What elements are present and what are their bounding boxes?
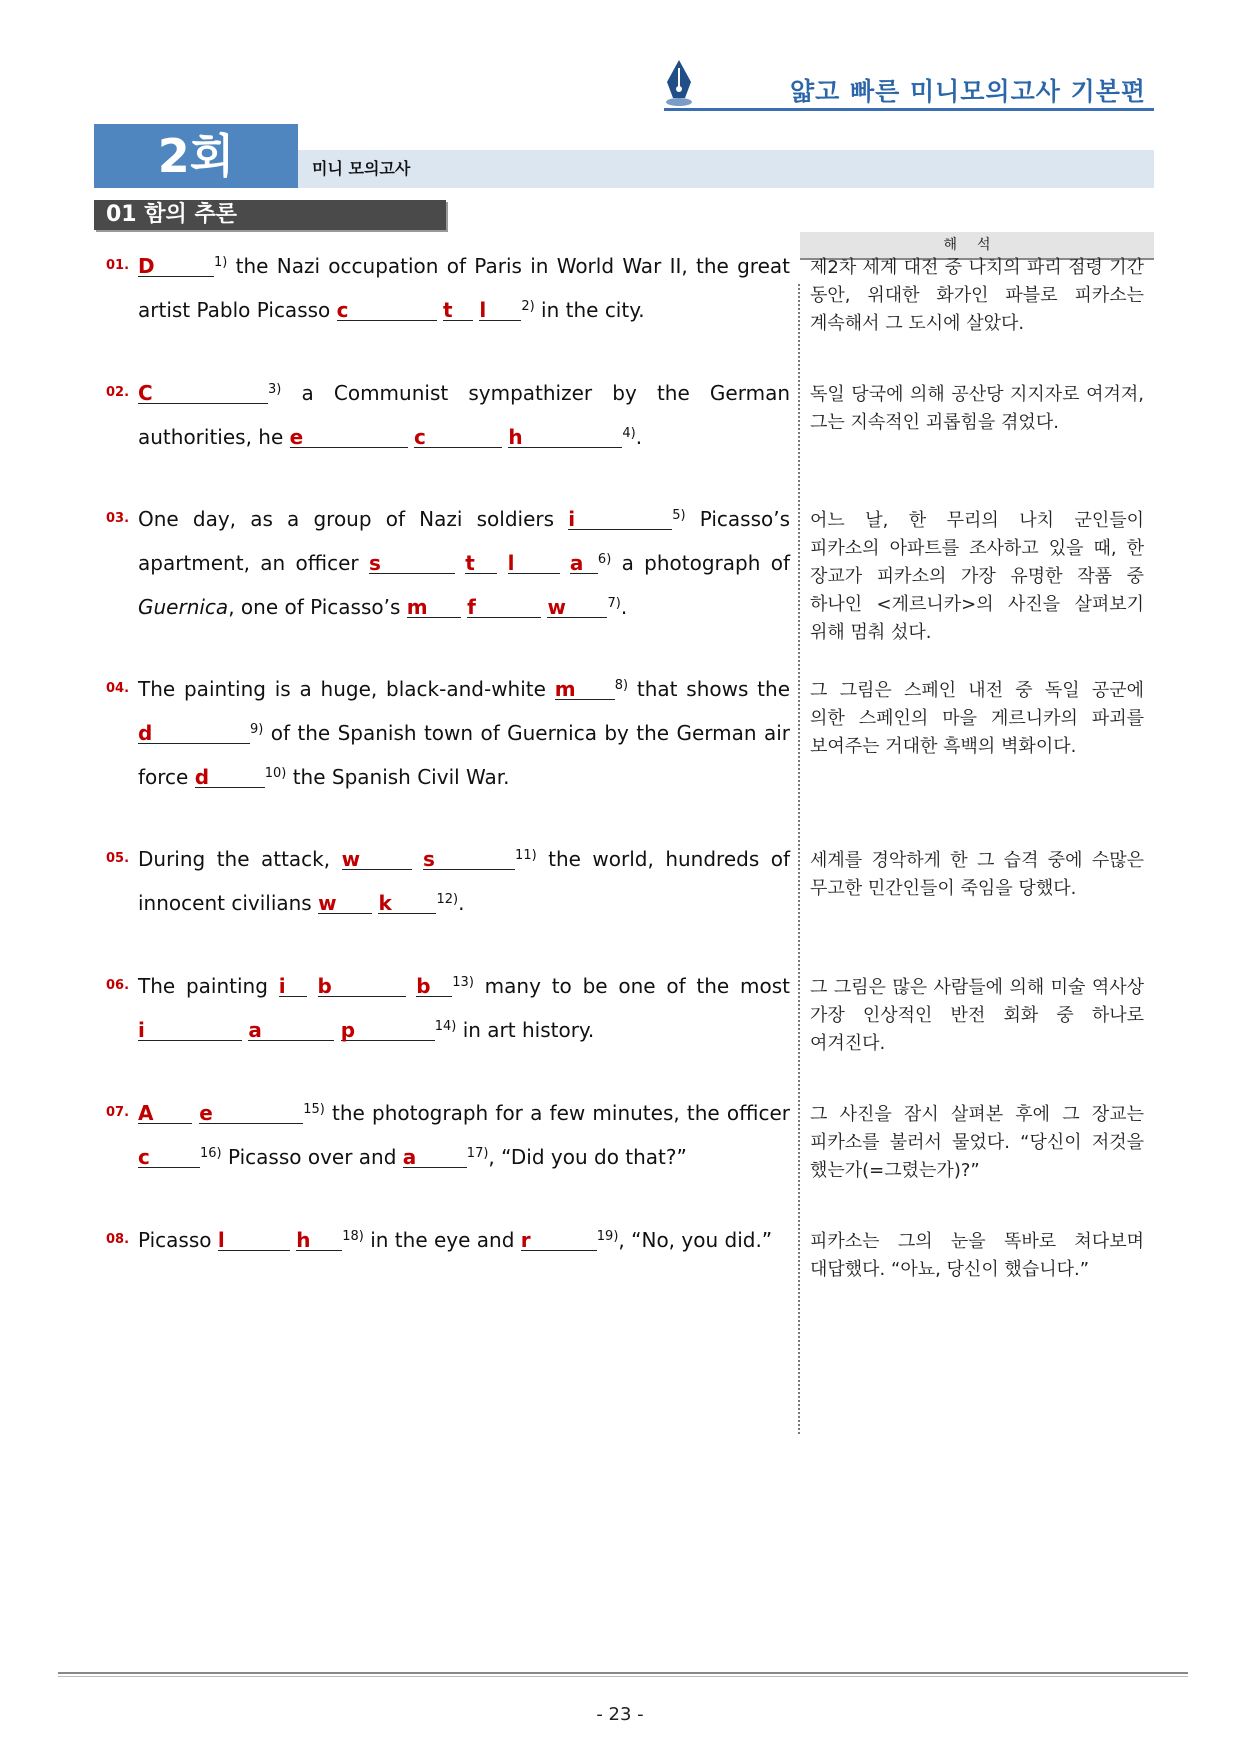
answer-blank[interactable]: [423, 849, 515, 870]
english-line: [138, 962, 790, 1011]
answer-blank[interactable]: [414, 427, 502, 448]
footer-rule-thin: [58, 1676, 1188, 1677]
english-line: [138, 286, 790, 335]
english-line: [138, 709, 790, 758]
translation-header: 해석: [800, 232, 1154, 260]
korean-translation: 그 사진을 잠시 살펴본 후에 그 장교는 피카소를 불러서 물었다. “당신이 저것을 했는가(=그렸는가)?”: [810, 1104, 1144, 1181]
sentence-text: [192, 1101, 199, 1125]
sentence-text: the photograph for a few minutes, the officer: [324, 1101, 790, 1125]
sentence-text: [406, 974, 417, 998]
sentence-text: During the attack,: [138, 847, 342, 871]
question-number: 06.: [106, 978, 130, 993]
answer-blank[interactable]: [138, 1147, 200, 1168]
answer-blank[interactable]: [467, 597, 541, 618]
answer-blank[interactable]: [318, 893, 372, 914]
blank-hint-letter: i: [568, 507, 576, 531]
blank-hint-letter: c: [138, 1145, 150, 1169]
english-line: [138, 369, 790, 418]
blank-number: 7): [607, 596, 621, 611]
blank-hint-letter: d: [194, 765, 210, 789]
answer-blank[interactable]: [521, 1230, 597, 1251]
korean-translation: 제2차 세계 대전 중 나치의 파리 점령 기간 동안, 위대한 화가인 파블로 피카소는 계속해서 그 도시에 살았다.: [810, 257, 1144, 334]
answer-blank[interactable]: [218, 1230, 290, 1251]
blank-hint-letter: p: [340, 1018, 356, 1042]
blank-hint-letter: w: [341, 847, 361, 871]
korean-translation: 독일 당국에 의해 공산당 지지자로 여겨져, 그는 지속적인 괴롭힘을 겪었다.: [810, 384, 1144, 433]
book-brand-title: 얇고 빠른 미니모의고사 기본편: [790, 77, 1147, 106]
blank-number: 16): [200, 1146, 222, 1161]
sentence-text: Picasso’s: [685, 507, 790, 531]
blank-number: 8): [614, 678, 629, 693]
sentence-text: [560, 551, 570, 575]
sentence-text: a photograph of: [611, 551, 790, 575]
sentence-text: Picasso over and: [221, 1145, 403, 1169]
english-line: [138, 495, 790, 544]
sentence-text: force: [138, 765, 195, 789]
header-rule: [664, 108, 1154, 111]
sentence-text: apartment, an officer: [138, 551, 369, 575]
blank-hint-letter: h: [508, 425, 523, 449]
sentence-text: , “Did you do that?”: [488, 1145, 687, 1169]
blank-number: 12): [436, 892, 459, 907]
answer-blank[interactable]: [138, 383, 268, 404]
blank-hint-letter: l: [507, 551, 515, 575]
sentence-text: authorities, he: [138, 425, 290, 449]
english-line: [138, 835, 790, 884]
round-title: 2회: [94, 124, 298, 188]
blank-hint-letter: C: [138, 381, 153, 405]
sentence-text: artist Pablo Picasso: [138, 298, 337, 322]
answer-blank[interactable]: [337, 300, 437, 321]
english-line: [138, 1216, 790, 1265]
blank-number: 5): [672, 508, 686, 523]
sentence-text: , “No, you did.”: [618, 1228, 773, 1252]
answer-blank[interactable]: [378, 893, 436, 914]
sentence-text: innocent civilians: [138, 891, 319, 915]
blank-number: 9): [250, 722, 264, 737]
blank-hint-letter: i: [138, 1018, 145, 1042]
blank-hint-letter: a: [402, 1145, 417, 1169]
blank-hint-letter: A: [138, 1101, 154, 1125]
section-title: 01 함의 추론: [94, 200, 446, 230]
answer-blank[interactable]: [195, 767, 265, 788]
sentence-text: , one of Picasso’s: [228, 595, 407, 619]
pen-nib-logo-icon: [664, 58, 694, 108]
blank-number: 3): [268, 382, 282, 397]
blank-number: 6): [597, 552, 612, 567]
blank-hint-letter: k: [378, 891, 392, 915]
blank-hint-letter: a: [569, 551, 584, 575]
blank-hint-letter: s: [423, 847, 435, 871]
blank-number: 4): [622, 426, 636, 441]
sentence-text: [307, 974, 318, 998]
blank-hint-letter: r: [520, 1228, 531, 1252]
answer-blank[interactable]: [403, 1147, 467, 1168]
answer-blank[interactable]: [443, 300, 473, 321]
sentence-text: The painting is a huge, black-and-white: [138, 677, 555, 701]
italic-title: Guernica: [138, 595, 229, 619]
question-number: 01.: [106, 258, 130, 273]
sentence-text: a Communist sympathizer by the German: [281, 381, 790, 405]
answer-blank[interactable]: [416, 976, 452, 997]
answer-blank[interactable]: [296, 1230, 342, 1251]
korean-translation: 어느 날, 한 무리의 나치 군인들이 피카소의 아파트를 조사하고 있을 때, 한 장교가 피카소의 가장 유명한 작품 중 하나인 <게르니카>의 사진을 살펴보기 위해 멈춰 섰다.: [810, 510, 1144, 643]
answer-blank[interactable]: [407, 597, 461, 618]
column-divider: [798, 284, 800, 1434]
blank-number: 2): [521, 299, 535, 314]
blank-hint-letter: c: [414, 425, 426, 449]
english-line: [138, 583, 790, 632]
sentence-text: that shows the: [628, 677, 790, 701]
blank-hint-letter: b: [416, 974, 431, 998]
korean-translation: 그 그림은 많은 사람들에 의해 미술 역사상 가장 인상적인 반전 회화 중 하나로 여겨진다.: [810, 977, 1144, 1054]
blank-hint-letter: e: [199, 1101, 213, 1125]
sentence-text: the world, hundreds of: [536, 847, 790, 871]
blank-hint-letter: e: [289, 425, 304, 449]
blank-hint-letter: h: [296, 1228, 311, 1252]
sentence-text: the Spanish Civil War.: [286, 765, 510, 789]
answer-blank[interactable]: [547, 597, 607, 618]
blank-number: 17): [466, 1146, 489, 1161]
sentence-text: in art history.: [456, 1018, 595, 1042]
english-line: [138, 539, 790, 588]
footer-rule: [58, 1672, 1188, 1674]
blank-hint-letter: s: [368, 551, 381, 575]
question-number: 02.: [106, 385, 130, 400]
blank-number: 18): [342, 1229, 364, 1244]
english-line: [138, 413, 790, 462]
answer-blank[interactable]: [318, 976, 406, 997]
blank-number: 19): [596, 1229, 619, 1244]
blank-hint-letter: m: [554, 677, 576, 701]
english-line: [138, 1133, 790, 1182]
question-number: 08.: [106, 1232, 130, 1247]
answer-blank[interactable]: [199, 1103, 303, 1124]
question-number: 03.: [106, 511, 130, 526]
answer-blank[interactable]: [138, 1103, 192, 1124]
english-line: [138, 242, 790, 291]
korean-translation: 피카소는 그의 눈을 똑바로 쳐다보며 대답했다. “아뇨, 당신이 했습니다.”: [810, 1231, 1144, 1280]
round-subtitle: 미니 모의고사: [312, 159, 411, 178]
sentence-text: [455, 551, 465, 575]
question-number: 05.: [106, 851, 130, 866]
answer-blank[interactable]: [341, 1020, 435, 1041]
answer-blank[interactable]: [465, 553, 497, 574]
sentence-text: The painting: [138, 974, 279, 998]
blank-hint-letter: d: [138, 721, 153, 745]
answer-blank[interactable]: [555, 679, 615, 700]
sentence-text: in the eye and: [363, 1228, 521, 1252]
blank-number: 1): [214, 255, 228, 270]
round-subtitle-band: [298, 150, 1154, 188]
blank-number: 10): [264, 766, 287, 781]
answer-blank[interactable]: [342, 849, 412, 870]
answer-blank[interactable]: [138, 1020, 242, 1041]
sentence-text: of the Spanish town of Guernica by the German air: [263, 721, 790, 745]
blank-hint-letter: t: [465, 551, 475, 575]
answer-blank[interactable]: [290, 427, 408, 448]
english-line: [138, 879, 790, 928]
page-number: - 23 -: [596, 1704, 644, 1725]
sentence-text: many to be one of the most: [473, 974, 790, 998]
sentence-text: [497, 551, 507, 575]
answer-blank[interactable]: [508, 553, 560, 574]
blank-hint-letter: c: [336, 298, 349, 322]
blank-number: 15): [303, 1102, 325, 1117]
answer-blank[interactable]: [479, 300, 521, 321]
blank-hint-letter: i: [278, 974, 286, 998]
answer-blank[interactable]: [138, 256, 214, 277]
blank-number: 14): [434, 1019, 457, 1034]
answer-blank[interactable]: [138, 723, 250, 744]
sentence-text: .: [635, 425, 643, 449]
english-line: [138, 1089, 790, 1138]
answer-blank[interactable]: [248, 1020, 334, 1041]
blank-hint-letter: b: [317, 974, 332, 998]
sentence-text: the Nazi occupation of Paris in World War II, the great: [227, 254, 790, 278]
blank-hint-letter: l: [479, 298, 487, 322]
sentence-text: [412, 847, 423, 871]
sentence-text: in the city.: [534, 298, 645, 322]
question-number: 04.: [106, 681, 130, 696]
answer-blank[interactable]: [570, 553, 598, 574]
blank-number: 13): [452, 975, 474, 990]
answer-blank[interactable]: [369, 553, 455, 574]
sentence-text: One day, as a group of Nazi soldiers: [138, 507, 569, 531]
answer-blank[interactable]: [568, 509, 672, 530]
answer-blank[interactable]: [508, 427, 622, 448]
blank-hint-letter: w: [547, 595, 566, 619]
korean-translation: 세계를 경악하게 한 그 습격 중에 수많은 무고한 민간인들이 죽임을 당했다.: [810, 850, 1144, 899]
sentence-text: .: [458, 891, 465, 915]
korean-translation: 그 그림은 스페인 내전 중 독일 공군에 의한 스페인의 마을 게르니카의 파괴를 보여주는 거대한 흑백의 벽화이다.: [810, 680, 1144, 757]
blank-hint-letter: w: [318, 891, 337, 915]
blank-hint-letter: l: [217, 1228, 225, 1252]
question-number: 07.: [106, 1105, 130, 1120]
sentence-text: Picasso: [138, 1228, 218, 1252]
english-line: [138, 665, 790, 714]
blank-hint-letter: a: [248, 1018, 262, 1042]
english-line: [138, 1006, 790, 1055]
blank-number: 11): [515, 848, 537, 863]
english-line: [138, 753, 790, 802]
blank-hint-letter: t: [442, 298, 453, 322]
blank-hint-letter: f: [467, 595, 476, 619]
sentence-text: .: [620, 595, 628, 619]
blank-hint-letter: m: [406, 595, 428, 619]
blank-hint-letter: D: [138, 254, 155, 278]
answer-blank[interactable]: [279, 976, 307, 997]
